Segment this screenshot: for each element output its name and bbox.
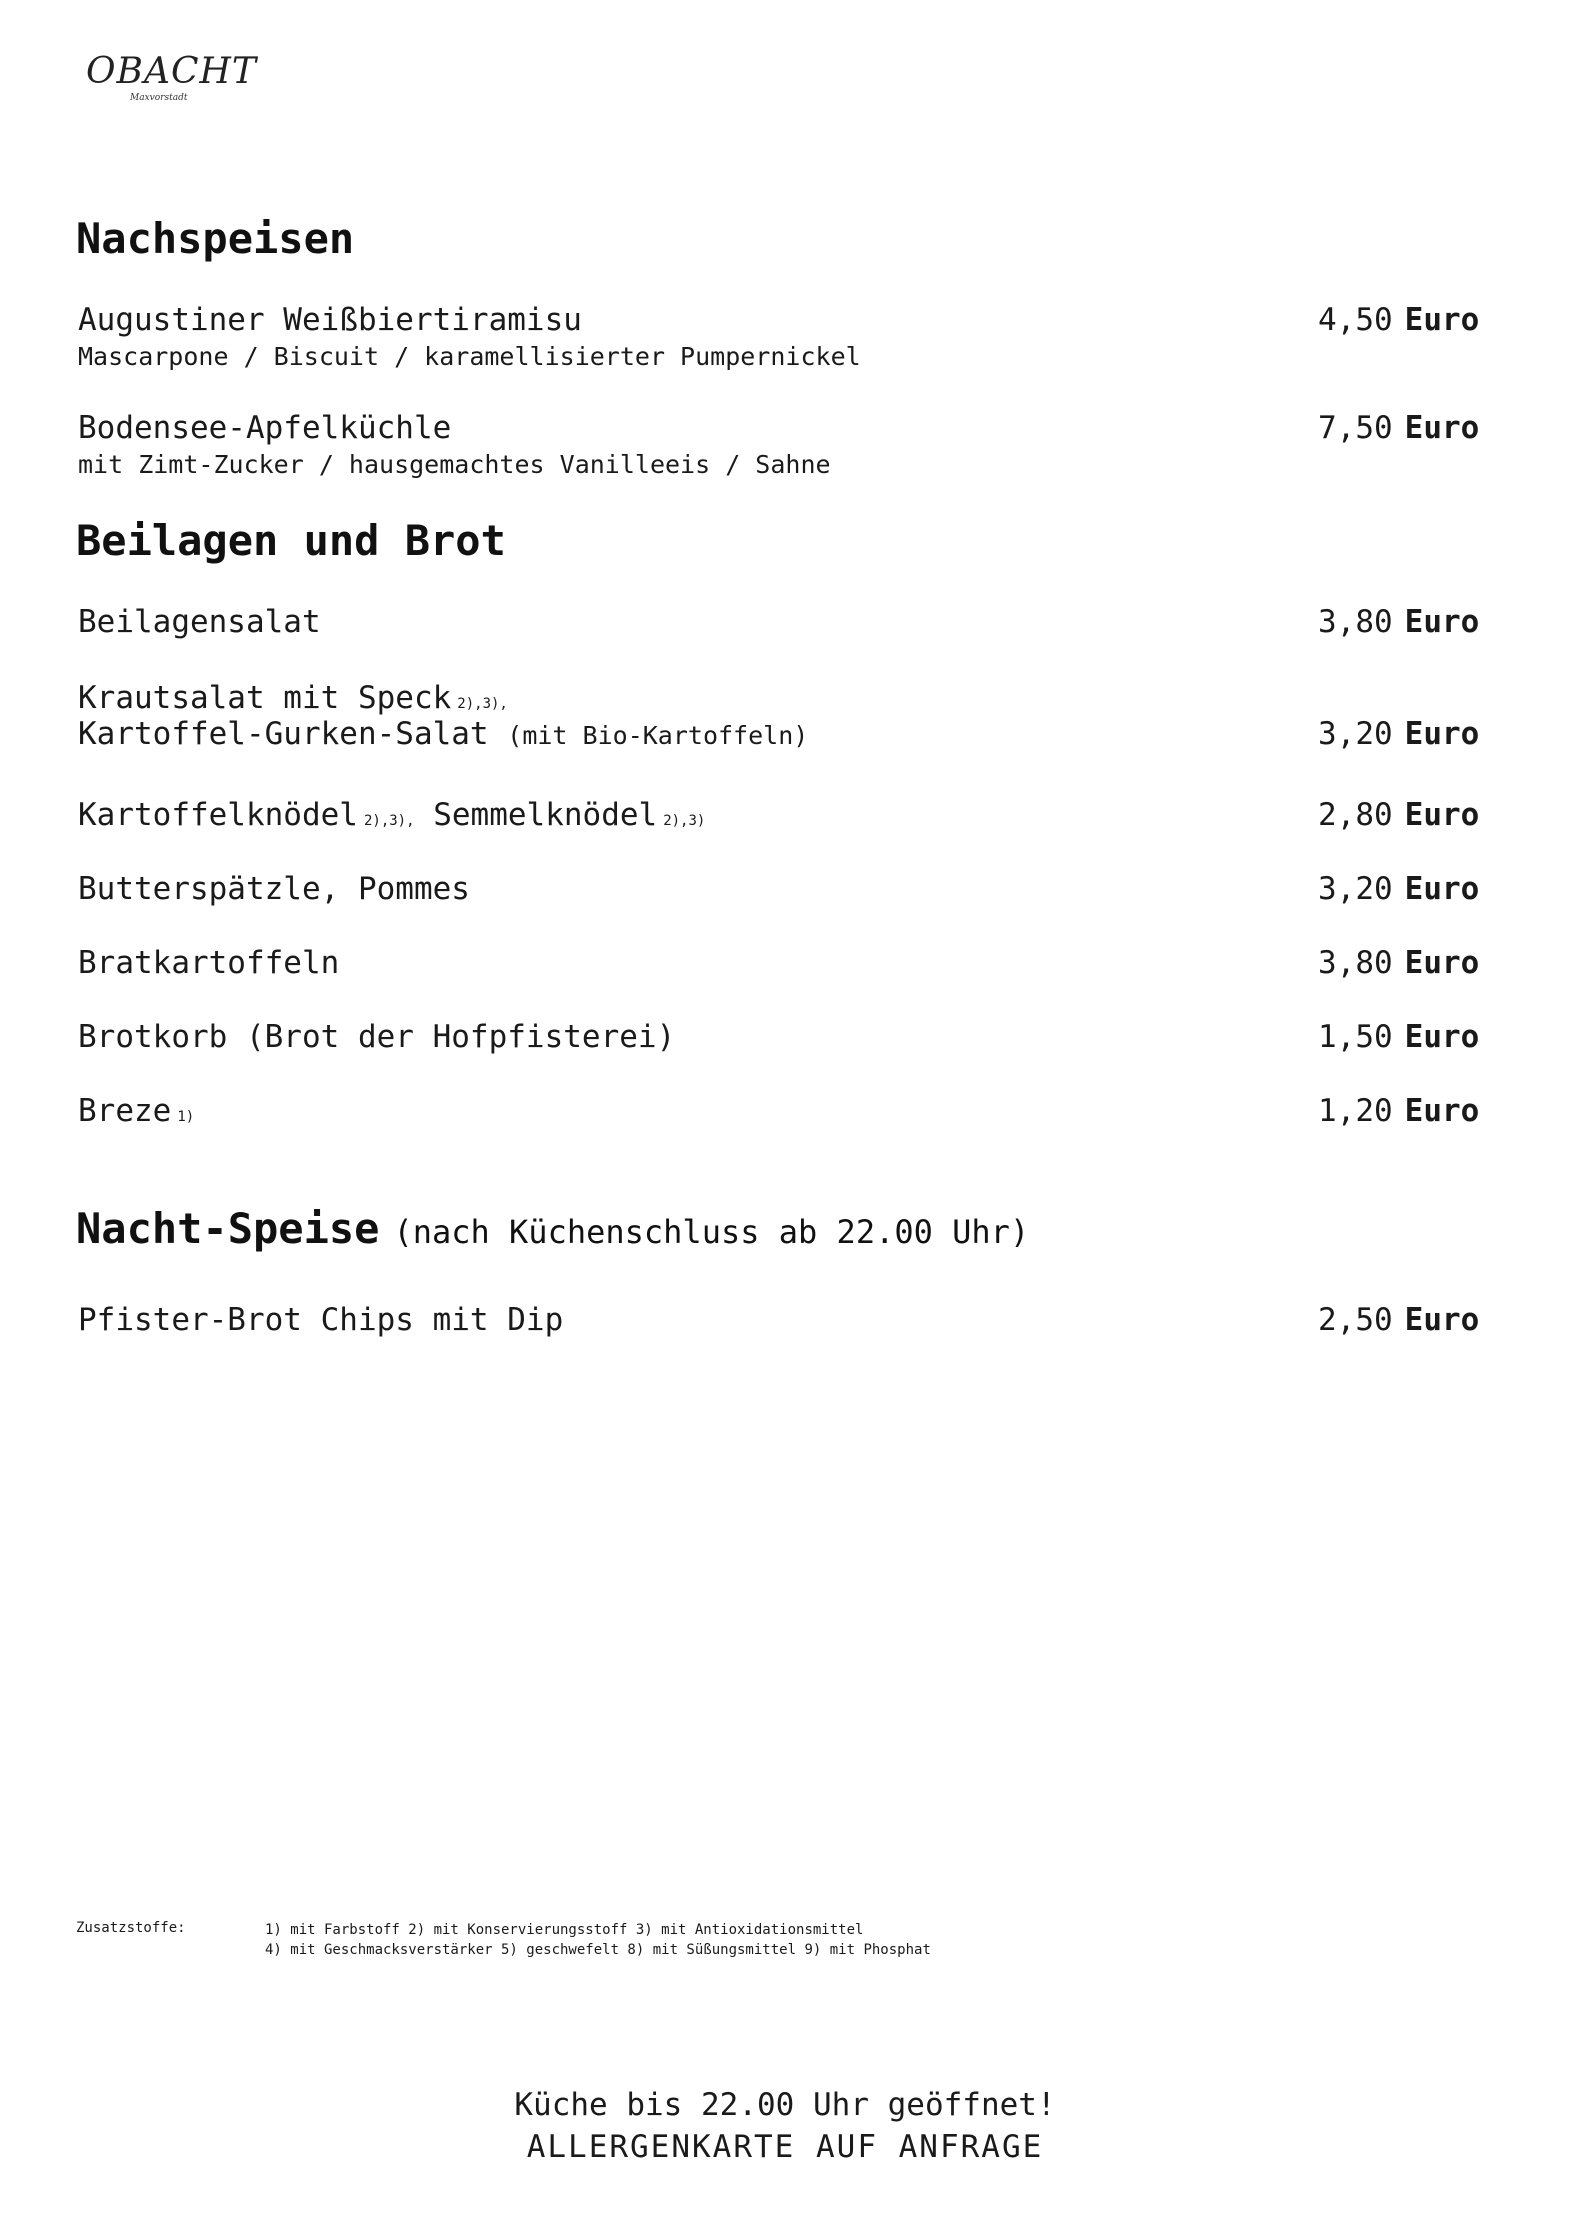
item-price: 7,50 Euro: [1318, 410, 1480, 446]
item-name: Bodensee-Apfelküchle: [78, 410, 452, 446]
menu-item: [78, 1019, 1498, 1055]
menu-item: [78, 871, 1498, 907]
additive-footnote: 1): [177, 1109, 195, 1125]
kitchen-hours: Küche bis 22.00 Uhr geöffnet!: [514, 2087, 1056, 2123]
item-price: 3,80 Euro: [1318, 604, 1480, 640]
restaurant-logo: [86, 52, 256, 104]
logo-tagline: Maxvorstadt: [130, 93, 188, 103]
item-name: Brotkorb (Brot der Hofpfisterei): [78, 1019, 676, 1055]
additive-footnote: 2),3),: [457, 696, 508, 712]
section-title-nacht-speise: Nacht-Speise (nach Küchenschluss ab 22.00 Uhr): [76, 1204, 1030, 1253]
item-price: 1,20 Euro: [1318, 1093, 1480, 1129]
footnote-line: 4) mit Geschmacksverstärker 5) geschwefelt 8) mit Süßungsmittel 9) mit Phosphat: [265, 1942, 931, 1958]
item-description: Mascarpone / Biscuit / karamellisierter Pumpernickel: [78, 342, 861, 371]
item-name: Kartoffelknödel 2),3), Semmelknödel 2),3): [78, 797, 706, 833]
item-name: Pfister-Brot Chips mit Dip: [78, 1302, 564, 1338]
item-price: 4,50 Euro: [1318, 302, 1480, 338]
logo-wordmark: OBACHT: [86, 51, 257, 92]
section-note: (nach Küchenschluss ab 22.00 Uhr): [393, 1213, 1030, 1251]
item-description: mit Zimt-Zucker / hausgemachtes Vanilleeis / Sahne: [78, 450, 831, 479]
menu-item: [78, 604, 1498, 640]
menu-item: [78, 410, 1498, 479]
item-name: Augustiner Weißbiertiramisu: [78, 302, 582, 338]
item-name: Butterspätzle, Pommes: [78, 871, 470, 907]
footer: [0, 2084, 1570, 2168]
item-price: 2,50 Euro: [1318, 1302, 1480, 1338]
footnote-text: [265, 1920, 931, 1960]
item-price: 2,80 Euro: [1318, 797, 1480, 833]
item-price: 3,20 Euro: [1318, 716, 1480, 752]
item-name: Bratkartoffeln: [78, 945, 340, 981]
item-name: Krautsalat mit Speck 2),3),: [78, 680, 508, 716]
item-name: Beilagensalat: [78, 604, 321, 640]
section-title-nachspeisen: Nachspeisen: [76, 214, 355, 263]
menu-item: [78, 1093, 1498, 1129]
section-title-beilagen: Beilagen und Brot: [76, 516, 506, 565]
footnote-label: Zusatzstoffe:: [76, 1920, 186, 1936]
footnote-line: 1) mit Farbstoff 2) mit Konservierungsstoff 3) mit Antioxidationsmittel: [265, 1922, 864, 1938]
item-name: Breze 1): [78, 1093, 195, 1129]
menu-item: [78, 1302, 1498, 1338]
menu-item: [78, 302, 1498, 371]
menu-item: [78, 680, 1498, 752]
item-price: 3,20 Euro: [1318, 871, 1480, 907]
item-price: 3,80 Euro: [1318, 945, 1480, 981]
item-price: 1,50 Euro: [1318, 1019, 1480, 1055]
menu-item: [78, 945, 1498, 981]
item-name-secondary: Kartoffel-Gurken-Salat (mit Bio-Kartoffeln): [78, 716, 809, 752]
allergen-note: ALLERGENKARTE AUF ANFRAGE: [526, 2129, 1044, 2165]
menu-item: [78, 797, 1498, 833]
